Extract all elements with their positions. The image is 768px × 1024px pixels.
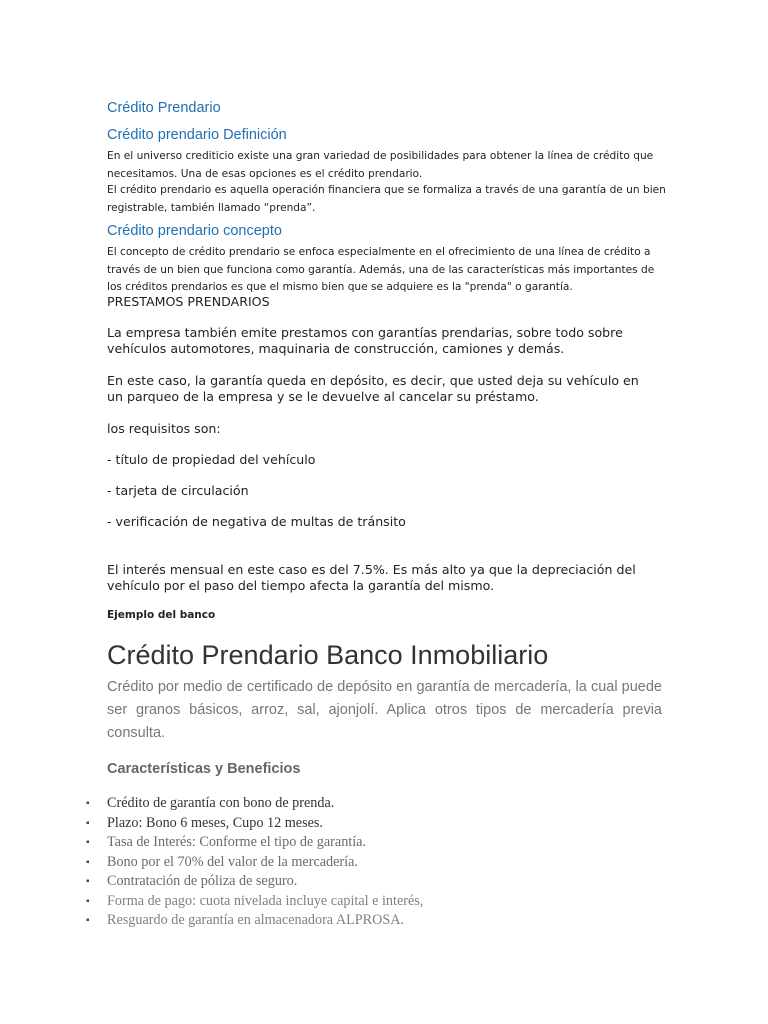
- requisitos-intro: los requisitos son:: [107, 421, 221, 436]
- ejemplo-label: Ejemplo del banco: [107, 609, 216, 621]
- list-item: [86, 892, 423, 912]
- features-list: [86, 794, 423, 931]
- prestamos-heading: PRESTAMOS PRENDARIOS: [107, 294, 270, 309]
- interes-paragraph: El interés mensual en este caso es del 7.5%. Es más alto ya que la depreciación del vehículo por el paso del tiempo afecta la garantía del mismo.: [107, 562, 636, 593]
- prestamos-paragraph-1: La empresa también emite prestamos con garantías prendarias, sobre todo sobre vehículos automotores, maquinaria de construcción, camiones y demás.: [107, 325, 623, 356]
- feature-text: Forma de pago: cuota nivelada incluye capital e interés,: [107, 892, 424, 909]
- bullet-square-icon: ▪: [86, 817, 90, 829]
- bullet-square-icon: ▪: [86, 895, 90, 907]
- section-heading-definicion: Crédito prendario Definición: [107, 127, 287, 143]
- bullet-square-icon: ▪: [86, 798, 90, 809]
- features-heading: Características y Beneficios: [107, 761, 301, 777]
- bullet-square-icon: ▪: [86, 876, 90, 887]
- bullet-square-icon: ▪: [86, 837, 90, 848]
- feature-text: Resguardo de garantía en almacenadora ALPROSA.: [107, 912, 405, 928]
- section-heading-concepto: Crédito prendario concepto: [107, 223, 282, 239]
- list-item: [86, 911, 423, 931]
- list-item: [86, 814, 423, 834]
- list-item: [86, 872, 423, 892]
- feature-text: Crédito de garantía con bono de prenda.: [107, 795, 335, 811]
- requisito-item: - título de propiedad del vehículo: [107, 452, 316, 467]
- definicion-paragraph-1: En el universo crediticio existe una gran variedad de posibilidades para obtener la línea de crédito que necesitamos. Una de esas opciones es el crédito prendario.: [107, 150, 654, 180]
- main-heading: Crédito Prendario: [107, 100, 221, 116]
- banco-description: Crédito por medio de certificado de depósito en garantía de mercadería, la cual puede ser granos básicos, arroz, sal, ajonjolí. Aplica otros tipos de mercadería previa consulta.: [107, 679, 662, 741]
- bullet-square-icon: ▪: [86, 856, 90, 868]
- prestamos-paragraph-2: En este caso, la garantía queda en depósito, es decir, que usted deja su vehículo en un parqueo de la empresa y se le devuelve al cancelar su préstamo.: [107, 373, 639, 404]
- concepto-paragraph: El concepto de crédito prendario se enfoca especialmente en el ofrecimiento de una línea de crédito a través de un bien que funciona como garantía. Además, una de las características más importantes de los créditos prendarios es que el mismo bien que se adquiere es la "prenda" o garantía.: [107, 246, 655, 293]
- feature-text: Plazo: Bono 6 meses, Cupo 12 meses.: [107, 814, 323, 831]
- feature-text: Bono por el 70% del valor de la mercadería.: [107, 853, 358, 870]
- list-item: [86, 794, 423, 814]
- feature-text: Tasa de Interés: Conforme el tipo de garantía.: [107, 834, 367, 850]
- definicion-paragraph-2: El crédito prendario es aquella operación financiera que se formaliza a través de una garantía de un bien registrable, también llamado “prenda”.: [107, 184, 666, 214]
- requisito-item: - tarjeta de circulación: [107, 483, 249, 498]
- list-item: [86, 833, 423, 853]
- bullet-square-icon: ▪: [86, 915, 90, 926]
- requisito-item: - verificación de negativa de multas de tránsito: [107, 514, 406, 529]
- list-item: [86, 853, 423, 873]
- banco-title: Crédito Prendario Banco Inmobiliario: [107, 640, 549, 670]
- feature-text: Contratación de póliza de seguro.: [107, 873, 298, 889]
